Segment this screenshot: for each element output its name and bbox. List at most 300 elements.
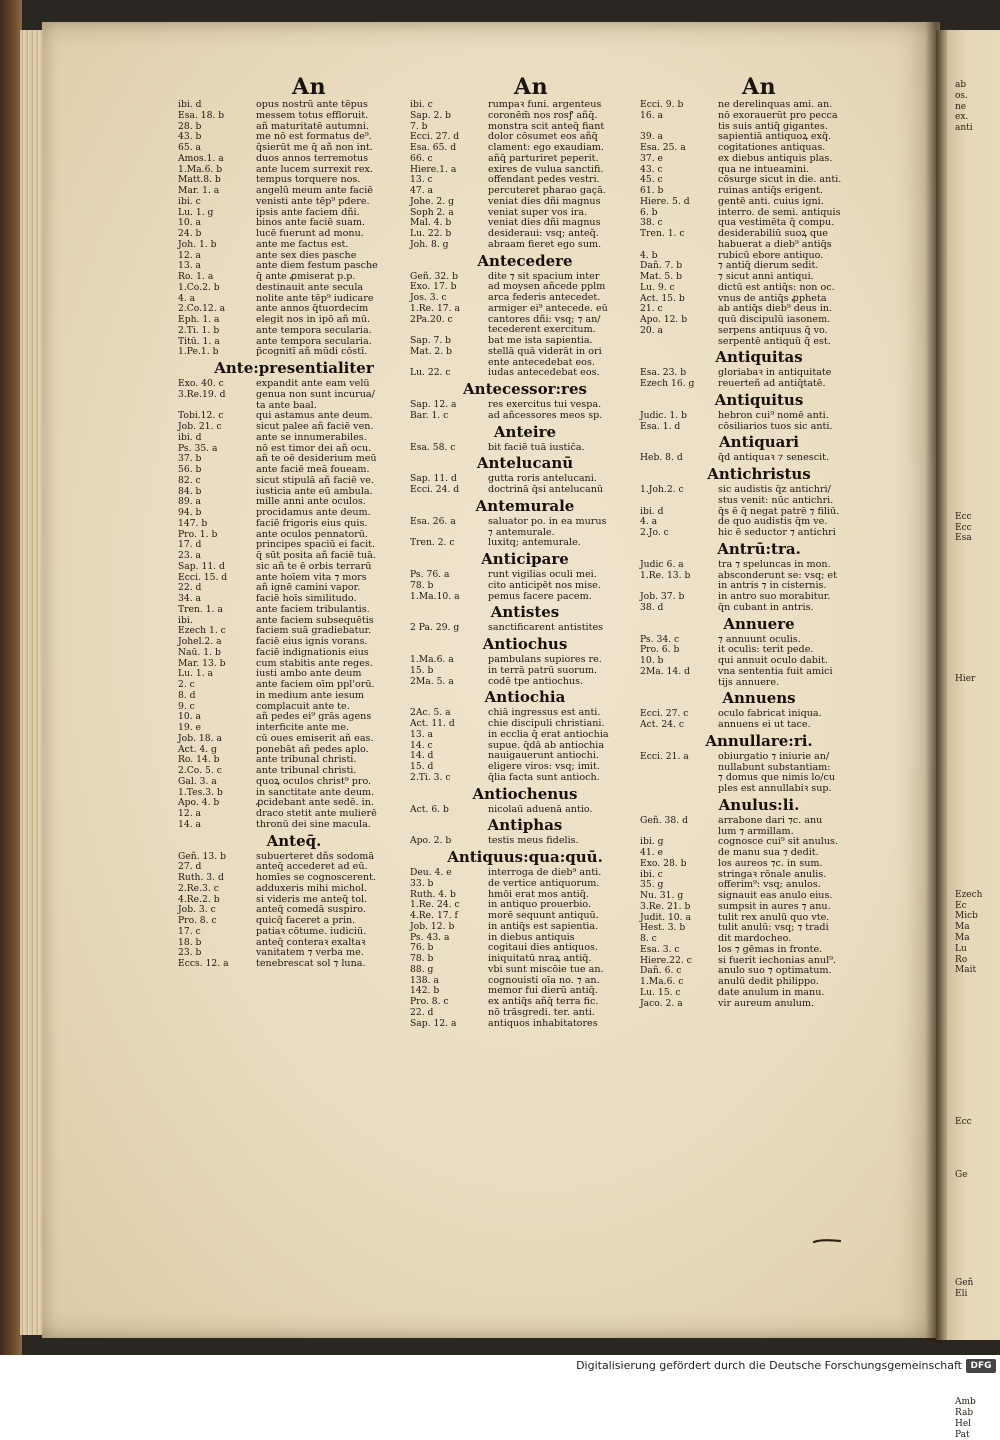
entry-text: tenebrescat sol ⁊ luna. <box>256 958 366 969</box>
entry-reference: 23. b <box>178 947 202 959</box>
entry-reference: Jos. 3. c <box>410 292 447 303</box>
entry-reference: 23. a <box>178 550 202 561</box>
entry-text: arrabone dari ⁊c. anu <box>718 814 823 826</box>
entry-text: pambulans supiores re. <box>488 654 602 665</box>
concordance-entry <box>410 965 640 976</box>
marginal-fragment <box>955 728 1000 739</box>
entry-text: q̄ sūt posita añ faciē tuā. <box>256 550 376 561</box>
marginal-fragment <box>955 1203 1000 1214</box>
entry-reference: 33. b <box>410 877 434 889</box>
concordance-entry <box>640 859 878 870</box>
entry-text: sic añ te ē orbis terrarū <box>256 560 372 572</box>
entry-text: iusti ambo ante deum <box>256 668 362 680</box>
marginal-fragment <box>955 1095 1000 1106</box>
entry-text: in diebus antiquis <box>488 931 575 943</box>
entry-text: lum ⁊ armillam. <box>718 825 794 837</box>
entry-reference: Johe. 2. g <box>410 195 454 207</box>
entry-text: añ te oē desiderium meū <box>256 453 377 465</box>
entry-text: anteq̄ conteraꝛ exaltaꝛ <box>256 936 366 948</box>
entry-reference: Job. 18. a <box>178 732 222 744</box>
entry-text: gutta roris antelucani. <box>488 473 597 485</box>
entry-reference: Mal. 4. b <box>410 217 452 229</box>
entry-reference: ibi. d <box>178 99 202 110</box>
entry-reference: 12. a <box>178 808 202 819</box>
entry-text: nō est timor dei añ ocu. <box>256 442 372 454</box>
entry-reference: 61. b <box>640 185 664 196</box>
entry-reference: Esa. 3. c <box>640 943 680 955</box>
entry-text: stus venit: nūc antichri. <box>718 494 834 506</box>
entry-reference: Lu. 9. c <box>640 281 675 293</box>
entry-reference: Mat. 2. b <box>410 345 452 357</box>
entry-text: ad moysen añcede pplm <box>488 281 606 293</box>
entry-text: patiaꝛ cōtume. iudiciū. <box>256 925 367 937</box>
facing-page-marginalia <box>955 80 1000 1440</box>
entry-reference: Esa. 58. c <box>410 441 456 453</box>
entry-reference: Tren. 1. a <box>178 603 223 615</box>
concordance-entry <box>410 154 640 165</box>
marginal-fragment <box>955 577 1000 588</box>
entry-reference: 2.Re.3. c <box>178 882 219 894</box>
entry-text: quicq̄ faceret a prin. <box>256 915 356 926</box>
entry-text: doctrinā q̄si antelucanū <box>488 484 604 495</box>
entry-reference: 142. b <box>410 985 440 997</box>
marginal-fragment <box>955 339 1000 350</box>
entry-reference: 22. d <box>410 1006 434 1018</box>
entry-reference: Job. 21. c <box>178 421 222 432</box>
marginal-fragment: Eli <box>955 1289 968 1300</box>
entry-text: bit faciē tuā iustic̄a. <box>488 441 585 453</box>
marginal-fragment <box>955 393 1000 404</box>
entry-text: ante sex dies pasche <box>256 249 357 261</box>
marginal-fragment <box>955 1030 1000 1041</box>
entry-text: anteq̄ comedā suspiro. <box>256 904 366 916</box>
marginal-fragment <box>955 847 1000 858</box>
entry-text: ante diem festum pasche <box>256 260 378 272</box>
entry-reference: Act. 6. b <box>410 803 449 815</box>
concordance-entry <box>410 730 640 741</box>
entry-text: dolor cōsumet eos añq̄ <box>488 131 598 143</box>
entry-reference: 1.Pe.1. b <box>178 346 219 358</box>
entry-reference: 38. d <box>640 601 664 613</box>
entry-text: anteq̄ accederet ad eū. <box>256 861 368 873</box>
entry-reference: Apo. 2. b <box>410 835 452 847</box>
concordance-column-1 <box>178 100 410 970</box>
lemma-heading: Antecedere <box>477 251 573 270</box>
entry-reference: 1.Co.2. b <box>178 281 220 293</box>
concordance-entry <box>410 485 640 496</box>
entry-text: annuens ei ut tace. <box>718 719 811 730</box>
entry-text: vanitatem ⁊ verba me. <box>256 947 364 959</box>
entry-reference: 41. e <box>640 847 663 858</box>
entry-reference: Judit. 10. a <box>640 911 691 923</box>
concordance-entry <box>410 836 640 847</box>
entry-reference: 6. b <box>640 206 658 218</box>
entry-text: lucē fuerunt ad monu. <box>256 228 364 239</box>
concordance-entry <box>640 111 878 122</box>
entry-reference: ibi. g <box>640 836 664 848</box>
marginal-fragment <box>955 879 1000 890</box>
entry-reference: 2Ma. 5. a <box>410 675 454 687</box>
entry-text: in medium ante iesum <box>256 689 365 701</box>
entry-text: p̄cognitī añ mūdi cōstī. <box>256 346 368 358</box>
entry-reference: Esa. 25. a <box>640 142 686 153</box>
entry-text: los ⁊ gēmas in fronte. <box>718 943 823 955</box>
concordance-entry <box>178 283 410 294</box>
entry-text: desideraui: vsq; anteq̄. <box>488 228 599 239</box>
entry-reference: Judic. 1. b <box>640 409 687 421</box>
concordance-entry <box>410 879 640 890</box>
entry-reference: ibi. c <box>410 99 433 110</box>
entry-text: absconderunt se: vsq; et <box>718 569 837 581</box>
entry-reference: 3.Re. 21. b <box>640 900 691 912</box>
entry-text: offendant pedes vestri. <box>488 174 600 186</box>
marginal-fragment <box>955 350 1000 361</box>
entry-reference: Ruth. 3. d <box>178 872 224 883</box>
entry-text: reuerteñ ad antiq̄tatē. <box>718 378 826 389</box>
entry-text: interficite ante me. <box>256 722 350 733</box>
entry-reference: 37. b <box>178 453 202 465</box>
entry-reference: Ecci. 27. c <box>640 708 689 720</box>
entry-reference: Tobi.12. c <box>178 410 224 422</box>
entry-reference: Esa. 18. b <box>178 109 225 121</box>
entry-text: faciē eius ignis vorans. <box>256 636 368 647</box>
entry-reference: Mat. 5. b <box>640 271 682 282</box>
entry-reference: Jaco. 2. a <box>640 997 683 1009</box>
entry-text: ex antiq̄s añq̄ terra fic. <box>488 996 599 1007</box>
entry-text: binos ante faciē suam. <box>256 217 366 229</box>
entry-text: sumpsit in aures ⁊ anu. <box>718 900 831 912</box>
entry-reference: Dañ. 6. c <box>640 965 682 977</box>
entry-reference: 13. c <box>410 174 433 186</box>
marginal-fragment: Geñ <box>955 1278 974 1289</box>
entry-reference: 17. d <box>178 539 202 551</box>
entry-text: faciem suā gradiebatur. <box>256 625 372 637</box>
entry-reference: 2Pa.20. c <box>410 313 453 325</box>
book-cover-edge <box>0 0 22 1355</box>
entry-text: quoꝝ oculos christ⁹ pro. <box>256 775 372 787</box>
entry-text: ante se innumerabiles. <box>256 431 367 443</box>
entry-text: luxitq; antemurale. <box>488 537 581 549</box>
marginal-fragment <box>955 415 1000 426</box>
entry-reference: 78. b <box>410 953 434 964</box>
entry-text: me nō est formatus de⁹. <box>256 131 372 143</box>
concordance-entry <box>178 605 410 616</box>
entry-reference: 138. a <box>410 974 439 986</box>
entry-reference: 1.Re. 13. b <box>640 569 691 581</box>
marginal-fragment <box>955 555 1000 566</box>
entry-text: q̄d antiquaꝛ ⁊ senescit. <box>718 452 830 464</box>
marginal-fragment <box>955 1106 1000 1117</box>
entry-text: procidamus ante deum. <box>256 507 371 518</box>
marginal-fragment: ne <box>955 101 967 112</box>
marginal-fragment <box>955 1376 1000 1387</box>
marginal-fragment <box>955 1268 1000 1279</box>
marginal-fragment <box>955 998 1000 1009</box>
entry-text: sicut palee añ faciē ven. <box>256 421 374 432</box>
entry-text: q̄n cubant in antris. <box>718 601 814 613</box>
concordance-entry <box>410 1019 640 1030</box>
lemma-heading: Annullare:ri. <box>705 731 813 750</box>
entry-text: qui annuit oculo dabit. <box>718 655 828 666</box>
entry-reference: Ps. 35. a <box>178 442 218 454</box>
digitization-footer <box>0 1355 1000 1377</box>
concordance-entry <box>410 197 640 208</box>
entry-text: si fuerit iechonias anul⁹. <box>718 954 837 966</box>
entry-text: chiā ingressus est anti. <box>488 707 601 719</box>
marginal-fragment <box>955 1386 1000 1397</box>
marginal-fragment <box>955 749 1000 760</box>
concordance-entry <box>640 154 878 165</box>
entry-text: nō exorauerūt pro pecca <box>718 109 838 121</box>
entry-reference: Ecci. 9. b <box>640 99 684 110</box>
entry-text: offerim⁹: vsq; anulos. <box>718 879 821 891</box>
entry-text: añ pedes ei⁹ grās agens <box>256 711 372 723</box>
entry-reference: 47. a <box>410 185 434 196</box>
entry-text: in sanctitate ante deum. <box>256 786 375 798</box>
concordance-entry <box>178 390 410 401</box>
entry-text: abraam fieret ego sum. <box>488 238 602 250</box>
lemma-heading: Antichristus <box>707 465 811 483</box>
entry-reference: Job. 37. b <box>640 591 685 602</box>
entry-reference: Ecci. 27. d <box>410 131 460 143</box>
entry-reference: 17. c <box>178 925 201 937</box>
entry-text: ante tribunal christi. <box>256 754 357 766</box>
entry-text: tra ⁊ speluncas in mon. <box>718 558 831 570</box>
entry-reference: 56. b <box>178 464 202 475</box>
entry-reference: 9. c <box>178 700 195 712</box>
entry-reference: Sap. 7. b <box>410 335 452 346</box>
entry-text: stellā quā viderāt in ori <box>488 345 602 357</box>
entry-reference: Mar. 13. b <box>178 657 226 669</box>
entry-reference: Pro. 1. b <box>178 528 218 540</box>
concordance-entry <box>640 678 878 689</box>
entry-reference: ibi. c <box>178 195 201 207</box>
entry-text: q̄ ante ꝓmiserat p.p. <box>256 271 356 282</box>
lemma-heading: Antecessor:res <box>463 380 587 398</box>
entry-text: desiderabiliū suoꝝ que <box>718 228 828 239</box>
marginal-fragment <box>955 544 1000 555</box>
entry-text: sic audistis q̄z antichri/ <box>718 484 831 495</box>
entry-reference: Ro. 14. b <box>178 754 220 766</box>
entry-reference: Esa. 26. a <box>410 515 456 527</box>
entry-reference: Soph 2. a <box>410 206 454 218</box>
marginal-fragment <box>955 1300 1000 1311</box>
entry-text: percuteret pharao gaçā. <box>488 185 606 196</box>
entry-reference: ibi. d <box>178 431 202 443</box>
marginal-fragment <box>955 328 1000 339</box>
entry-text: cōsiliarios tuos sic anti. <box>718 420 833 432</box>
entry-reference: Ecci. 15. d <box>178 571 228 583</box>
lemma-heading: Ante:presentialiter <box>214 359 374 377</box>
marginal-fragment <box>955 641 1000 652</box>
entry-text: supue. q̄dā ab antiochia <box>488 739 605 751</box>
marginal-fragment <box>955 1311 1000 1322</box>
concordance-entry <box>640 603 878 614</box>
entry-reference: Job. 3. c <box>178 904 216 916</box>
entry-reference: Geñ. 38. d <box>640 814 688 826</box>
marginal-fragment: Ezech <box>955 889 983 900</box>
entry-reference: Hiere.1. a <box>410 163 457 175</box>
entry-text: clament: ego exaudiam. <box>488 142 604 153</box>
marginal-fragment: Ge <box>955 1170 968 1181</box>
entry-reference: 2Ma. 14. d <box>640 665 690 677</box>
entry-reference: Esa. 1. d <box>640 420 681 432</box>
entry-reference: 89. a <box>178 496 202 508</box>
marginal-fragment <box>955 620 1000 631</box>
entry-reference: 21. c <box>640 303 663 315</box>
concordance-entry <box>178 820 410 831</box>
concordance-entry <box>410 581 640 592</box>
entry-reference: Lu. 22. c <box>410 367 451 379</box>
lemma-heading: Anteq̄. <box>266 831 322 850</box>
marginal-fragment <box>955 685 1000 696</box>
entry-text: dite ⁊ sit spacium inter <box>488 270 600 282</box>
concordance-entry <box>178 927 410 938</box>
entry-reference <box>640 496 718 507</box>
entry-text: ante faciem oīm ppl'orū. <box>256 679 375 690</box>
marginal-fragment <box>955 501 1000 512</box>
entry-reference: Tren. 1. c <box>640 228 685 239</box>
concordance-entry <box>178 154 410 165</box>
concordance-entry <box>178 326 410 337</box>
entry-text: añ maturitatē autumni. <box>256 120 369 132</box>
entry-text: tis suis antiq̄ gigantes. <box>718 120 828 132</box>
marginal-fragment <box>955 199 1000 210</box>
entry-text: cogitationes antiquas. <box>718 142 826 153</box>
entry-reference: Heb. 8. d <box>640 452 683 464</box>
concordance-entry <box>178 648 410 659</box>
entry-reference: 78. b <box>410 579 434 591</box>
entry-text: res exercitus tui vespa. <box>488 399 602 410</box>
lemma-heading: Annuens <box>722 689 796 708</box>
marginal-fragment <box>955 652 1000 663</box>
entry-text: expandit ante eam velū <box>256 378 370 389</box>
entry-text: nauigauerunt antiochi. <box>488 750 599 762</box>
entry-text: coronēm̄ nos rosꝭ añq̄. <box>488 109 598 121</box>
entry-text: venisti ante tēp⁹ pdere. <box>256 195 370 207</box>
entry-text: date anulum in manu. <box>718 986 825 998</box>
entry-text: pemus facere pacem. <box>488 590 592 602</box>
entry-reference: 4. a <box>640 516 658 528</box>
entry-text: habuerat a dieb⁹ antiq̄s <box>718 238 832 250</box>
entry-reference: Act. 24. c <box>640 719 684 730</box>
entry-reference: Hiere. 5. d <box>640 195 690 207</box>
marginal-fragment <box>955 598 1000 609</box>
entry-text: complacuit ante te. <box>256 700 350 712</box>
entry-text: signauit eas anulo eius. <box>718 890 833 901</box>
concordance-entry <box>178 476 410 487</box>
concordance-entry <box>640 326 878 337</box>
concordance-entry <box>640 379 878 390</box>
entry-reference: Joh. 8. g <box>410 238 449 250</box>
entry-reference: ibi. c <box>640 868 663 880</box>
concordance-entry <box>178 691 410 702</box>
concordance-column-2 <box>410 100 640 1029</box>
entry-text: duos annos terremotus <box>256 152 369 164</box>
entry-text: q̄s ē q̄ negat patrē ⁊ filiū. <box>718 505 840 517</box>
concordance-entry <box>410 666 640 677</box>
marginal-fragment <box>955 739 1000 750</box>
entry-text: interroga de dieb⁹ anti. <box>488 867 602 878</box>
entry-text: messem totus effloruit. <box>256 109 369 121</box>
entry-text: codē tpe antiochus. <box>488 675 584 687</box>
concordance-entry <box>410 538 640 549</box>
entry-text: tecederent exercitum. <box>488 324 596 336</box>
entry-text: cogitaui dies antiquos. <box>488 942 598 954</box>
entry-reference: 2.Jo. c <box>640 527 669 538</box>
entry-text: in antro suo morabitur. <box>718 591 831 602</box>
concordance-entry <box>640 902 878 913</box>
concordance-entry <box>410 304 640 315</box>
entry-text: nullabunt substantiam: <box>718 761 831 773</box>
entry-reference: Sap. 11. d <box>410 473 457 485</box>
entry-reference <box>640 240 718 251</box>
concordance-entry <box>640 411 878 422</box>
entry-reference: Pro. 6. b <box>640 644 680 656</box>
entry-text: q̄sierūt me q̄ añ non int. <box>256 142 373 153</box>
marginal-fragment <box>955 156 1000 167</box>
entry-reference: 28. b <box>178 120 202 132</box>
entry-reference: Ecci. 21. a <box>640 750 689 762</box>
concordance-entry <box>640 560 878 571</box>
entry-reference: 65. a <box>178 142 202 153</box>
gutter-shadow <box>925 22 947 1342</box>
marginal-fragment <box>955 706 1000 717</box>
concordance-entry <box>410 773 640 784</box>
marginal-fragment: anti <box>955 123 973 134</box>
entry-text: eligere viros: vsq; imit. <box>488 761 600 772</box>
entry-text: in antiquo prouerbio. <box>488 899 592 911</box>
concordance-entry <box>640 496 878 507</box>
entry-text: serpentē antiquū q̄ est. <box>718 335 831 347</box>
entry-reference: Pro. 8. c <box>410 996 449 1007</box>
entry-text: rumpaꝛ funi. argenteus <box>488 99 602 110</box>
lemma-heading: Antiochenus <box>472 784 578 803</box>
entry-reference: 2.Ti. 3. c <box>410 771 451 783</box>
entry-text: cito anticipēt nos mise. <box>488 579 601 591</box>
entry-reference: 14. c <box>410 739 433 751</box>
marginal-fragment <box>955 264 1000 275</box>
marginal-fragment <box>955 1246 1000 1257</box>
marginal-fragment <box>955 145 1000 156</box>
concordance-entry <box>410 411 640 422</box>
entry-text: faciē frigoris eius quis. <box>256 517 368 529</box>
concordance-entry <box>410 517 640 528</box>
concordance-entry <box>640 720 878 731</box>
lemma-heading: Antiquari <box>719 433 799 452</box>
entry-text: iniquitatū nraꝝ antiq̄. <box>488 953 592 964</box>
entry-text: memor fui dierū antiq̄. <box>488 985 598 997</box>
entry-reference: Apo. 4. b <box>178 797 220 809</box>
entry-text: cōsurge sicut in die. anti. <box>718 174 842 186</box>
concordance-entry <box>640 784 878 795</box>
marginal-fragment <box>955 695 1000 706</box>
entry-reference: 43. b <box>178 131 202 143</box>
entry-text: qui astamus ante deum. <box>256 410 373 422</box>
entry-reference: 76. b <box>410 942 434 954</box>
entry-reference: 2.Ti. 1. b <box>178 324 220 336</box>
marginal-fragment <box>955 274 1000 285</box>
entry-text: sanctificarent antistites <box>488 622 604 634</box>
entry-text: dit mardocheo. <box>718 933 792 944</box>
entry-reference: 43. c <box>640 163 663 175</box>
entry-text: ante oculos pennatorū. <box>256 528 368 540</box>
entry-text: testis meus fidelis. <box>488 835 579 847</box>
entry-text: ante faciem subsequētis <box>256 614 374 626</box>
marginal-fragment <box>955 1063 1000 1074</box>
concordance-entry <box>640 988 878 999</box>
entry-text: de vertice antiquorum. <box>488 877 600 889</box>
